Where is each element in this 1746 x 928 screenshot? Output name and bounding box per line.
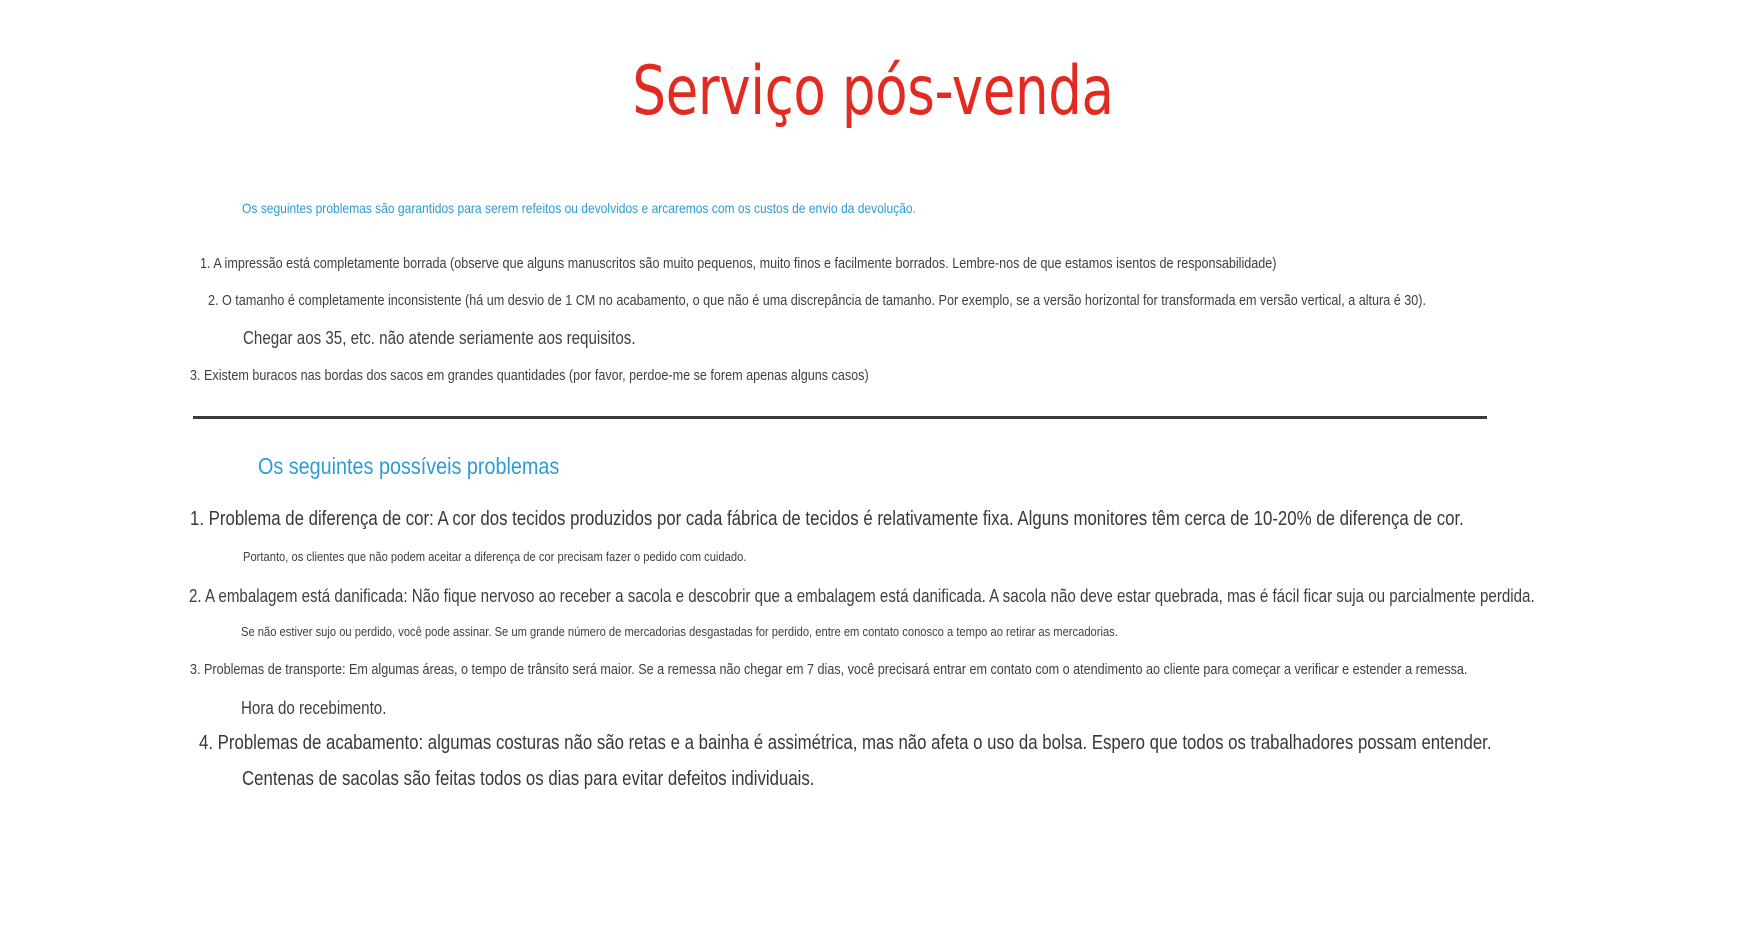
- page-title: Serviço pós-venda: [632, 52, 1114, 131]
- possible-item-3: 3. Problemas de transporte: Em algumas áreas, o tempo de trânsito será maior. Se a remessa não chegar em 7 dias, você precisará entrar em contato com o atendimento ao cliente para começar a verificar e estender a remessa.: [190, 661, 1468, 678]
- possible-item-1-note: Portanto, os clientes que não podem aceitar a diferença de cor precisam fazer o pedido com cuidado.: [243, 549, 747, 564]
- possible-item-4: 4. Problemas de acabamento: algumas costuras não são retas e a bainha é assimétrica, mas não afeta o uso da bolsa. Espero que todos os trabalhadores possam entender.: [199, 732, 1492, 754]
- possible-item-2-note: Se não estiver sujo ou perdido, você pode assinar. Se um grande número de mercadorias desgastadas for perdido, entre em contato conosco a tempo ao retirar as mercadorias.: [241, 624, 1118, 639]
- section-divider: [193, 416, 1487, 419]
- guaranteed-item-3: 3. Existem buracos nas bordas dos sacos em grandes quantidades (por favor, perdoe-me se forem apenas alguns casos): [190, 367, 869, 384]
- possible-item-4-continuation: Centenas de sacolas são feitas todos os dias para evitar defeitos individuais.: [242, 768, 815, 790]
- guaranteed-intro: Os seguintes problemas são garantidos para serem refeitos ou devolvidos e arcaremos com os custos de envio da devolução.: [242, 200, 916, 216]
- possible-item-3-continuation: Hora do recebimento.: [241, 698, 387, 718]
- guaranteed-item-2: 2. O tamanho é completamente inconsistente (há um desvio de 1 CM no acabamento, o que não é uma discrepância de tamanho. Por exemplo, se a versão horizontal for transformada em versão vertical, a altura é 30).: [208, 292, 1426, 309]
- possible-problems-heading: Os seguintes possíveis problemas: [258, 453, 560, 479]
- guaranteed-item-1: 1. A impressão está completamente borrada (observe que alguns manuscritos são muito pequenos, muito finos e facilmente borrados. Lembre-nos de que estamos isentos de responsabilidade): [200, 255, 1277, 272]
- possible-item-1: 1. Problema de diferença de cor: A cor dos tecidos produzidos por cada fábrica de tecidos é relativamente fixa. Alguns monitores têm cerca de 10-20% de diferença de cor.: [190, 508, 1464, 530]
- possible-item-2: 2. A embalagem está danificada: Não fique nervoso ao receber a sacola e descobrir que a embalagem está danificada. A sacola não deve estar quebrada, mas é fácil ficar suja ou parcialmente perdida.: [189, 586, 1535, 606]
- guaranteed-item-2-continuation: Chegar aos 35, etc. não atende seriamente aos requisitos.: [243, 328, 636, 348]
